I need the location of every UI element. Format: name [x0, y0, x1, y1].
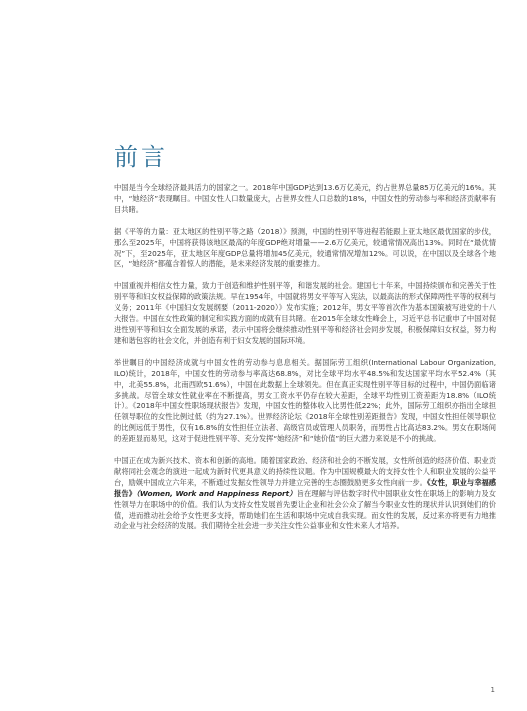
paragraph-1: 中国是当今全球经济最具活力的国家之一。2018年中国GDP达到13.6万亿美元，约占世界总量85万亿美元的16%。其中，“她经济”表现瞩目。中国女性人口数量庞大，占世界女性人口总数的18%，中国女性的劳动参与率和经济贡献率有目共睹。 [114, 183, 496, 214]
report-title-en: （Women, Work and Happiness Report） [136, 488, 297, 498]
paragraph-4: 举世瞩目的中国经济成就与中国女性的劳动参与息息相关。据国际劳工组织(International Labour Organization, ILO)统计，2018年，中国女性的劳动参与率高达68.8%，对比全球平均水平48.5%和发达国家平均水平52.4%（其中，北美55.8%，北南西欧51.6%），中国在此数据上全球领先。但在真正实现性别平等目标的过程中，中国仍面临诸多挑战。尽管全球女性就业率在不断提高，男女工资水平仍存在较大差距，全球平均性别工资差距为18.8%（ILO统计）。《2018年中国女性职场现状报告》发现，中国女性的整体收入比男性低22%；此外，国际劳工组织亦指出全球担任领导职位的女性比例过低（约为27.1%）。世界经济论坛《2018年全球性别差距报告》发现，中国女性担任领导职位的比例远低于男性，仅有16.8%的女性担任立法者、高级官员或管理人员职务，而男性占比高达83.2%。男女在职场间的差距显而易见，这对于促进性别平等、充分发挥“她经济”和“她价值”的巨大潜力来说是不小的挑战。 [114, 357, 496, 444]
body-text [114, 183, 496, 543]
paragraph-5-before: 中国正在成为新兴技术、资本和创新的高地。随着国家政治、经济和社会的不断发展，女性所创造的经济价值、职业贡献将同社会观念的演进一起成为新时代更具意义的持续性议题。作为中国规模最大的支持女性个人和职业发展的公益平台，励媖中国成立六年来，不断通过发掘女性领导力并建立完善的生态圈鼓励更多女性向前一步。 [114, 456, 496, 487]
report-title-cn: 《女性，职业与幸福感报告》 [114, 477, 496, 498]
paragraph-3: 中国重视并相信女性力量，致力于创造和维护性别平等，和谐发展的社会。建国七十年来，中国持续颁布和完善关于性别平等和妇女权益保障的政策法规。早在1954年，中国就将男女平等写入宪法，以最高法的形式保障两性平等的权利与义务；2011年《中国妇女发展纲要（2011-2020）》发布实施；2012年，男女平等首次作为基本国策被写进党的十八大报告。中国在女性政策的制定和实践方面的成就有目共睹。在2015年全球女性峰会上，习近平总书记重申了中国对促进性别平等和妇女全面发展的承诺，表示中国将会继续推动性别平等和经济社会同步发展，积极保障妇女权益，努力构建和谐包容的社会文化，并创造有利于妇女发展的国际环境。 [114, 281, 496, 345]
paragraph-2: 据《平等的力量：亚太地区的性别平等之路（2018）》预测，中国的性别平等进程若能跟上亚太地区最优国家的步伐，那么至2025年，中国将获得该地区最高的年度GDP绝对增量——2.6万亿美元，较通常情况高出13%。同时在“最优情况”下，至2025年，亚太地区年度GDP总量将增加45亿美元，较通常情况增加12%。可以说，在中国以及全球各个地区，“她经济”都蕴含着惊人的潜能，是未来经济发展的重要推力。 [114, 226, 496, 269]
paragraph-5-after: 旨在理解与评估数字时代中国职业女性在职场上的影响力及女性领导力在职场中的价值。我们认为支持女性发展首先要让企业和社会公众了解当今职业女性的现状并认识到她们的价值，进而推动社会给予女性更多支持，帮助她们在生活和职场中完成自我实现。而女性的发展，反过来亦将更有力地推动企业与社会经济的发展。我们期待全社会进一步关注女性公益事业和女性未来人才培养。 [114, 488, 496, 531]
page-number: 1 [490, 686, 495, 694]
page-title: 前言 [114, 143, 168, 171]
paragraph-5 [114, 456, 496, 532]
